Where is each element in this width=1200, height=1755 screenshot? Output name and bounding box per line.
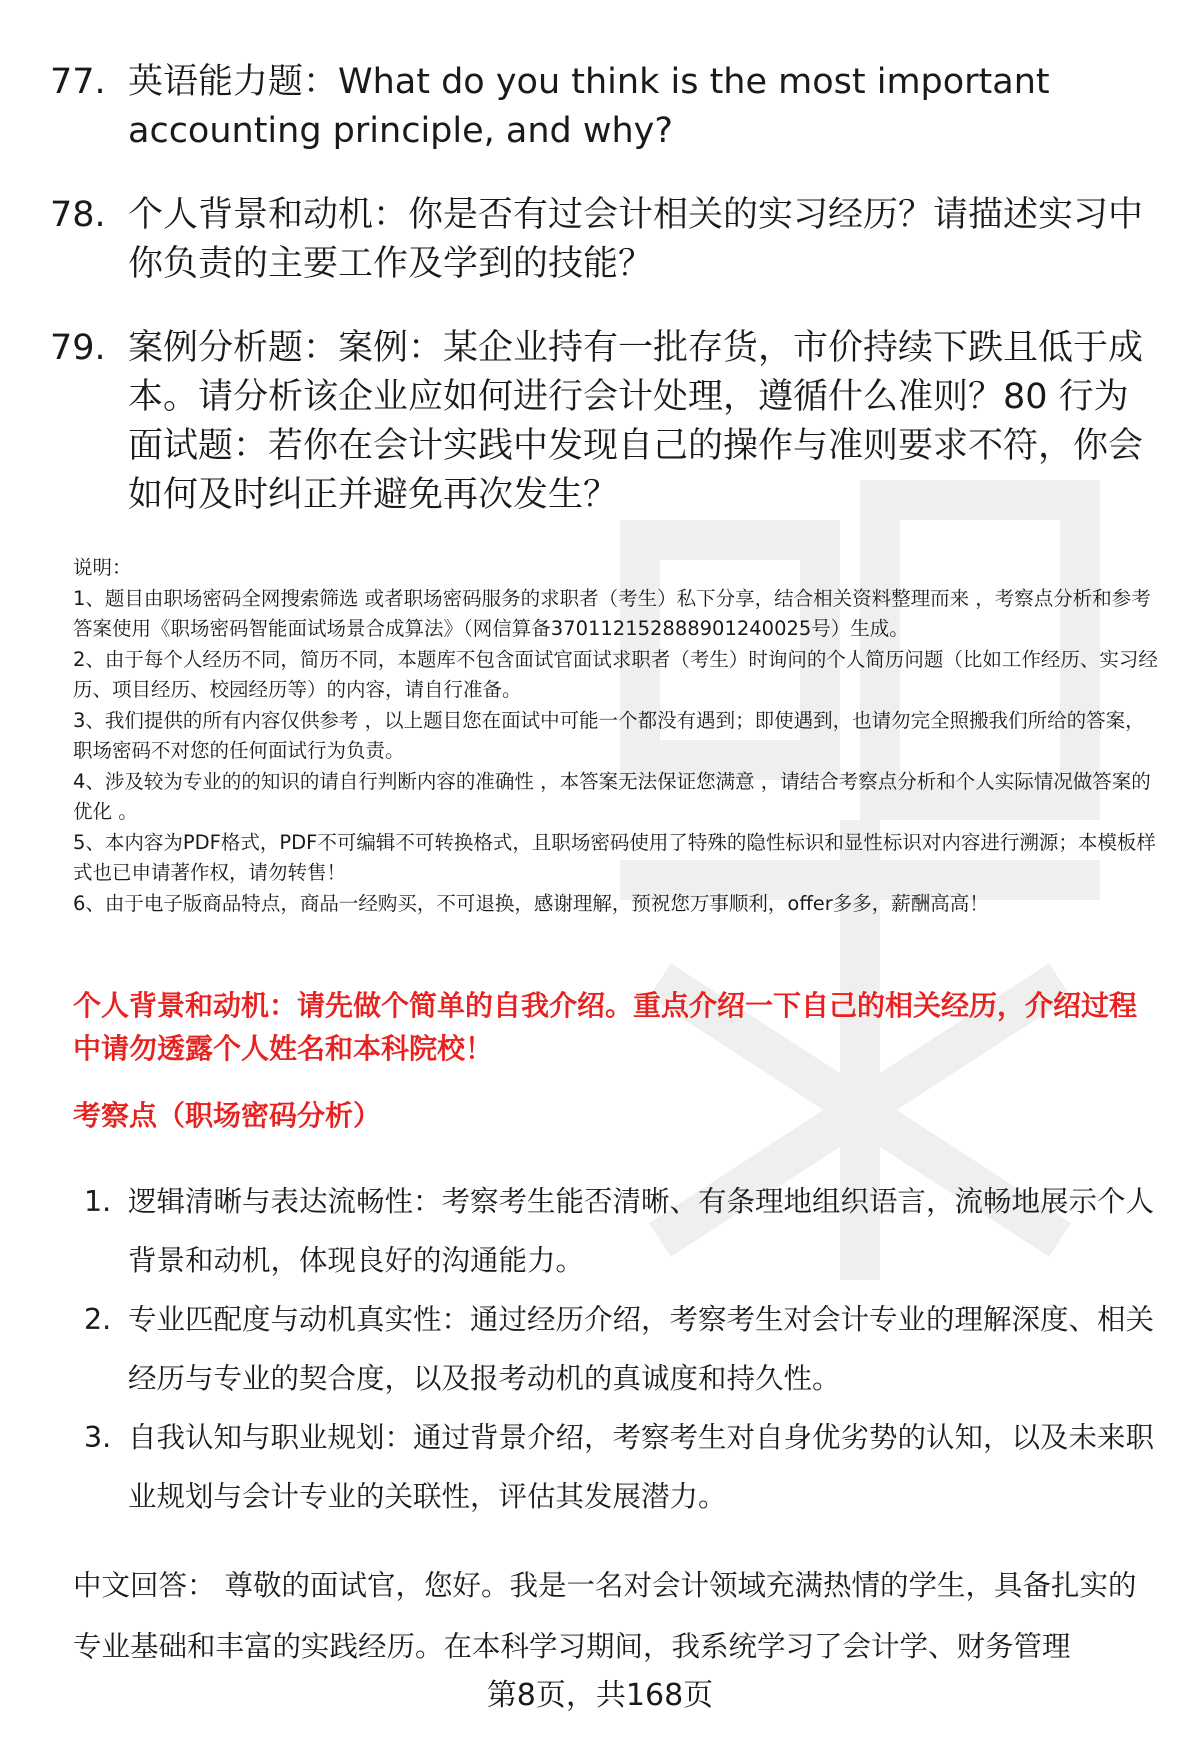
analysis-point: [84, 1290, 1164, 1408]
note-item: 5、本内容为PDF格式，PDF不可编辑不可转换格式，且职场密码使用了特殊的隐性标识和显性标识对内容进行溯源；本模板样式也已申请著作权，请勿转售！: [73, 830, 1156, 884]
question-number: 77.: [50, 62, 106, 102]
point-number: 2.: [84, 1303, 112, 1336]
question-heading: 个人背景和动机：请先做个简单的自我介绍。重点介绍一下自己的相关经历，介绍过程中请勿透露个人姓名和本科院校！: [73, 989, 1138, 1065]
chinese-answer: 中文回答： 尊敬的面试官，您好。我是一名对会计领域充满热情的学生，具备扎实的专业基础和丰富的实践经历。在本科学习期间，我系统学习了会计学、财务管理: [73, 1569, 1137, 1663]
point-text: 自我认知与职业规划：通过背景介绍，考察考生对自身优劣势的认知，以及未来职业规划与会计专业的关联性，评估其发展潜力。: [128, 1421, 1155, 1513]
note-item: 1、题目由职场密码全网搜索筛选 或者职场密码服务的求职者（考生）私下分享，结合相关资料整理而来 ，考察点分析和参考答案使用《职场密码智能面试场景合成算法》（网信算备370112152888901240025号）生成。: [73, 586, 1151, 640]
page-footer: 第8页，共168页: [486, 1678, 714, 1713]
question-item: [50, 191, 1160, 289]
question-list: [50, 58, 1160, 555]
question-number: 78.: [50, 195, 106, 235]
question-text: 英语能力题：What do you think is the most important accounting principle, and why?: [128, 62, 1050, 151]
point-text: 逻辑清晰与表达流畅性：考察考生能否清晰、有条理地组织语言，流畅地展示个人背景和动机，体现良好的沟通能力。: [128, 1185, 1155, 1277]
analysis-point: [84, 1408, 1164, 1526]
point-number: 1.: [84, 1185, 112, 1218]
analysis-points: [84, 1172, 1164, 1526]
analysis-point: [84, 1172, 1164, 1290]
note-item: 2、由于每个人经历不同，简历不同，本题库不包含面试官面试求职者（考生）时询问的个人简历问题（比如工作经历、实习经历、项目经历、校园经历等）的内容，请自行准备。: [73, 647, 1158, 701]
point-number: 3.: [84, 1421, 112, 1454]
notes-title: 说明：: [73, 556, 132, 579]
question-item: [50, 324, 1160, 520]
note-item: 6、由于电子版商品特点，商品一经购买，不可退换，感谢理解，预祝您万事顺利，offer多多，薪酬高高！: [73, 891, 989, 915]
question-item: [50, 58, 1160, 156]
note-item: 4、涉及较为专业的的知识的请自行判断内容的准确性 ，本答案无法保证您满意 ，请结合考察点分析和个人实际情况做答案的优化 。: [73, 769, 1151, 823]
notes-section: [73, 553, 1163, 919]
question-number: 79.: [50, 328, 106, 368]
note-item: 3、我们提供的所有内容仅供参考 ，以上题目您在面试中可能一个都没有遇到；即使遇到，也请勿完全照搬我们所给的答案，职场密码不对您的任何面试行为负责。: [73, 708, 1145, 762]
question-text: 案例分析题：案例：某企业持有一批存货，市价持续下跌且低于成本。请分析该企业应如何进行会计处理，遵循什么准则？80 行为面试题：若你在会计实践中发现自己的操作与准则要求不符，你会如何及时纠正并避免再次发生？: [128, 328, 1144, 515]
question-text: 个人背景和动机：你是否有过会计相关的实习经历？请描述实习中你负责的主要工作及学到的技能？: [128, 195, 1144, 284]
point-text: 专业匹配度与动机真实性：通过经历介绍，考察考生对会计专业的理解深度、相关经历与专业的契合度，以及报考动机的真诚度和持久性。: [128, 1303, 1155, 1395]
analysis-heading: 考察点（职场密码分析）: [73, 1099, 382, 1132]
